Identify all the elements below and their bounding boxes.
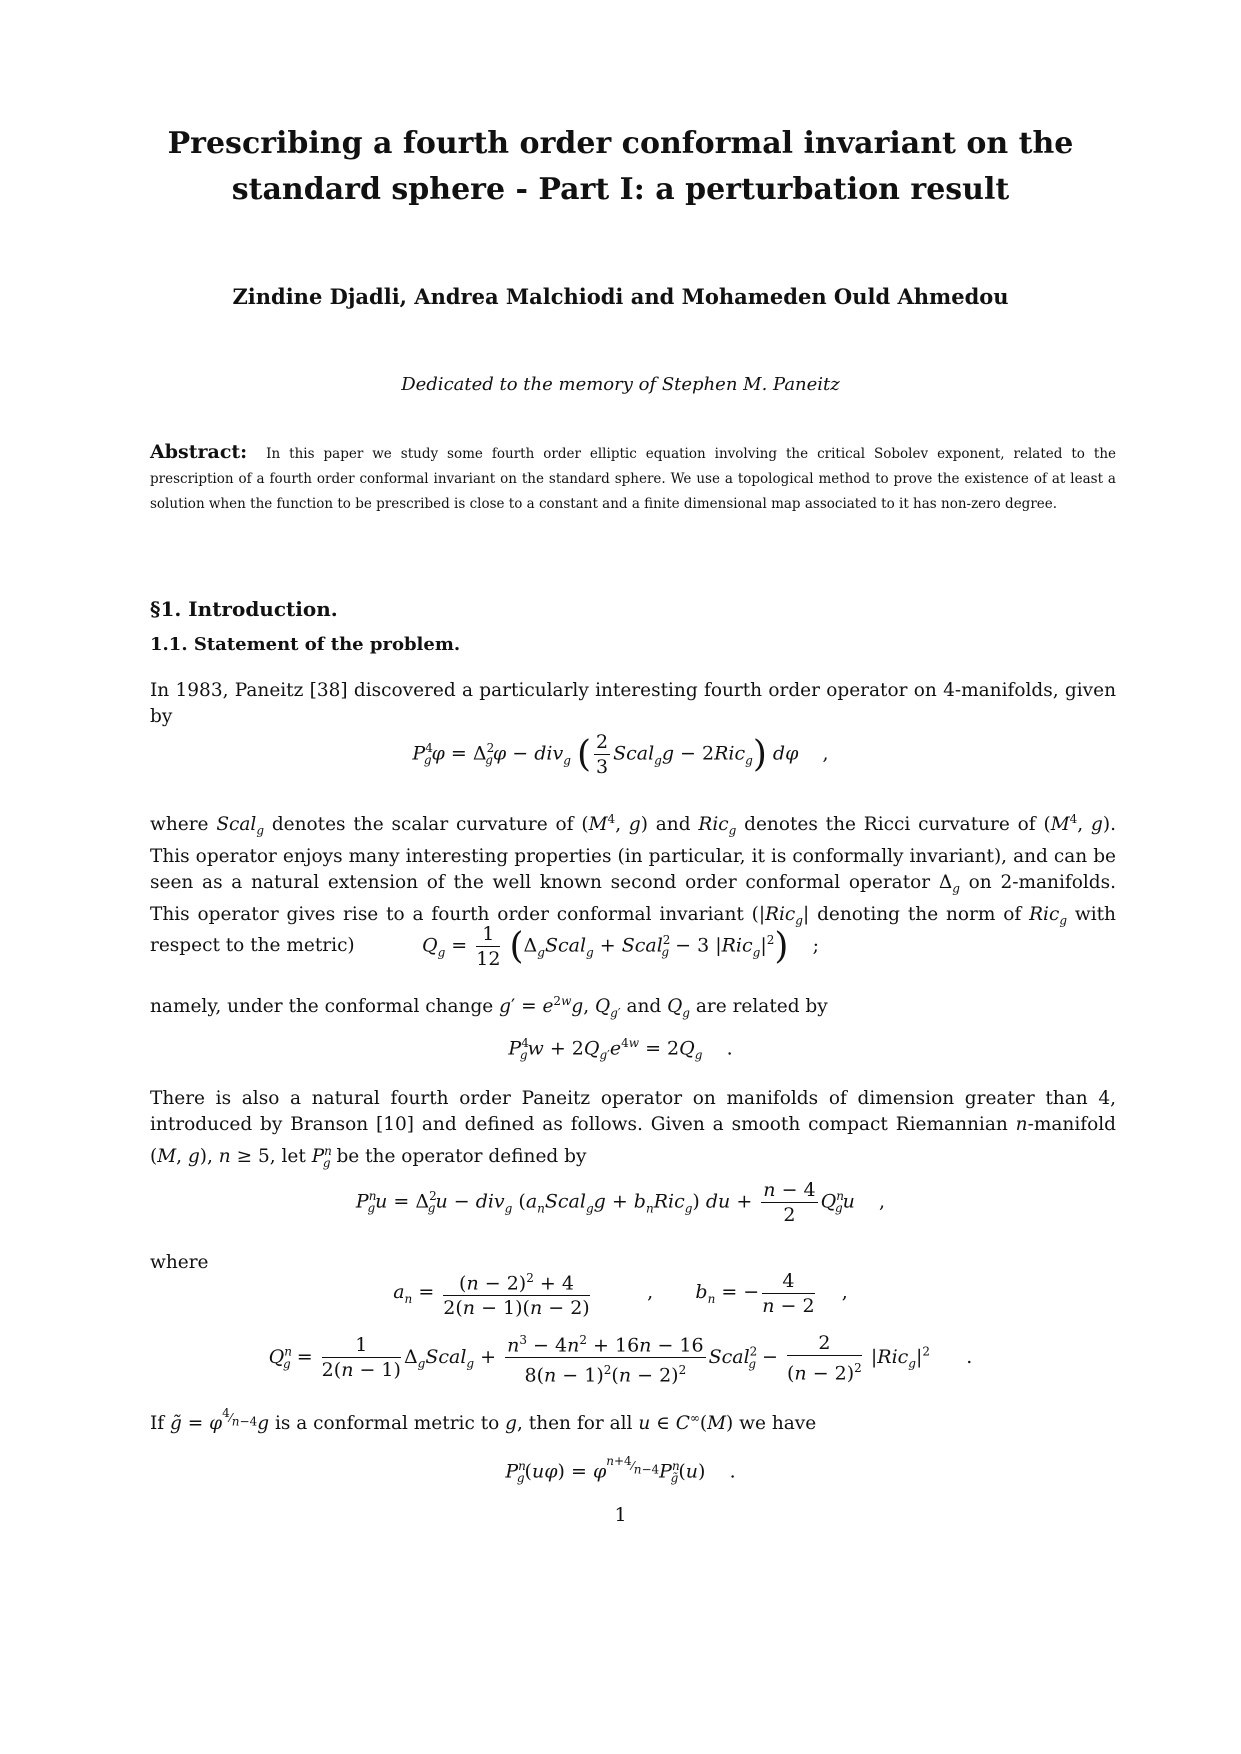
abstract bbox=[150, 440, 1116, 517]
equation-conformal-covariance: $P^n_g(u\varphi) = \varphi^{^{n+4}⁄_{n-4}}P^n_{g̃}(u)$ . bbox=[505, 1454, 736, 1486]
paragraph-5: If g̃ = $\varphi^{^4⁄_{n-4}}g$ is a conformal metric to g, then for all u ∈ C∞(M) we have bbox=[150, 1406, 817, 1435]
section-title: §1. Introduction. bbox=[150, 597, 338, 621]
paragraph-4: There is also a natural fourth order Paneitz operator on manifolds of dimension greater than 4, introduced by Branson [10] and defined as follows. Given a smooth compact Riemannian n-manifold (M, g), n ≥ 5, let $P^n_g$ be the operator defined by bbox=[150, 1088, 1116, 1170]
title-line-1: Prescribing a fourth order conformal invariant on the bbox=[167, 126, 1074, 161]
paragraph-3: namely, under the conformal change $g' = e^{2w}g$, $Q_{g'}$ and $Q_g$ are related by bbox=[150, 994, 828, 1020]
equation-q-transformation: $P^4_gw + 2Q_{g'}e^{4w} = 2Q_g$ . bbox=[508, 1036, 733, 1063]
title-line-2: standard sphere - Part I: a perturbation result bbox=[231, 172, 1010, 207]
equation-paneitz-operator: $P^4_g\varphi = \Delta^2_g\varphi - div_g$ ( $\frac{2}{3}$ Scal$_g$g − 2Ric$_g$) dφ , bbox=[412, 731, 829, 778]
abstract-text: In this paper we study some fourth order elliptic equation involving the critical Sobolev exponent, related to the prescription of a fourth order conformal invariant on the standard sphere. We use a topological method to prove the existence of at least a solution when the function to be prescribed is close to a constant and a finite dimensional map associated to it has non-zero degree. bbox=[150, 446, 1116, 512]
equation-paneitz-branson-operator: $P^n_gu = \Delta^2_gu - div_g$ $(a_nScal_gg + b_nRic_g)$ du + $\frac{n - 4}{2}$ $Q^n_gu$ , bbox=[355, 1179, 886, 1226]
dedication: Dedicated to the memory of Stephen M. Paneitz bbox=[401, 374, 840, 395]
subsection-title: 1.1. Statement of the problem. bbox=[150, 634, 461, 655]
authors: Zindine Djadli, Andrea Malchiodi and Mohameden Ould Ahmedou bbox=[232, 284, 1009, 309]
equation-coefficients: $a_n$ = $\frac{(n - 2)^2 + 4}{2(n - 1)(n - 2)}$ , $b_n$ = − $\frac{4}{n - 2}$ , bbox=[0, 1266, 1241, 1320]
equation-q-curvature: $Q_g$ = $\frac{1}{12}$ ($\Delta_gScal_g$ + Scal$^2_g$ − 3 $|Ric_g|^2$) ; bbox=[421, 923, 819, 970]
paragraph-1: In 1983, Paneitz [38] discovered a particularly interesting fourth order operator on 4-manifolds, given by bbox=[150, 680, 1116, 727]
abstract-label: Abstract: bbox=[150, 441, 248, 463]
paragraph-2: where Scal$_g$ denotes the scalar curvature of ($M^4$, g) and Ric$_g$ denotes the Ricci curvature of ($M^4$, g). This operator enjoys many interesting properties (in particular, it is conformally invariant), and can be seen as a natural extension of the well known second order conformal operator $\Delta_g$ on 2-manifolds. This operator gives rise to a fourth order conformal invariant (|Ric$_g$| denoting the norm of Ric$_g$ with respect to the metric) bbox=[150, 812, 1117, 957]
equation-q-n-curvature: $Q^n_g$ = $\frac{1}{2(n - 1)}$ $\Delta_gScal_g$ + $\frac{n^3 - 4n^2 + 16n - 16}{8(n - 1)^2(n - 2)^2}$ Scal$^2_g$ − $\frac{2}{(n - 2)^2}$ $|Ric_g|^2$ . bbox=[0, 1328, 1241, 1388]
where-label: where bbox=[150, 1252, 209, 1273]
page-number: 1 bbox=[614, 1504, 627, 1526]
